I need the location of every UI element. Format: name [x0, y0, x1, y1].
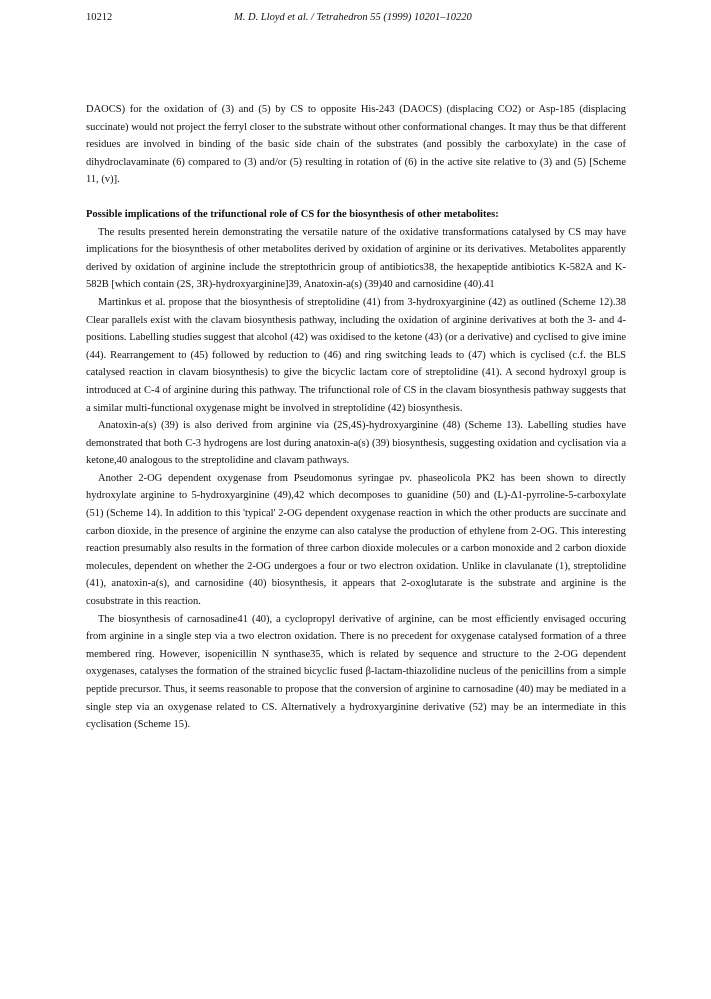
paragraph-versatile-nature: The results presented herein demonstrating the versatile nature of the oxidative transformations catalysed by CS may have implications for the biosynthesis of other metabolites derived by oxidation of arginine or its derivatives. Metabolites apparently derived by oxidation of arginine include the streptothricin group of antibiotics38, the hexapeptide antibiotics K-582A and K-582B [which contain (2S, 3R)-hydroxyarginine]39, Anatoxin-a(s) (39)40 and carnosidine (40).41	[86, 226, 626, 291]
article-body	[86, 101, 626, 734]
section-heading: Possible implications of the trifunctional role of CS for the biosynthesis of other metabolites:	[86, 208, 499, 220]
page-header	[86, 12, 626, 26]
page-number: 10212	[86, 12, 113, 23]
running-head: M. D. Lloyd et al. / Tetrahedron 55 (1999) 10201–10220	[234, 12, 472, 23]
paragraph-streptolidine: Martinkus et al. propose that the biosynthesis of streptolidine (41) from 3-hydroxyarginine (42) as outlined (Scheme 12).38 Clear parallels exist with the clavam biosynthesis pathway, including the oxidation of arginine derivatives at both the 3- and 4-positions. Labelling studies suggest that alcohol (42) was oxidised to the ketone (43) (or a derivative) and cyclised to give imine (44). Rearrangement to (45) followed by reduction to (46) and ring switching leads to (47) which is cyclised (c.f. the BLS catalysed reaction in clavam biosynthesis) to give the bicyclic lactam core of streptolidine (41). A second hydroxyl group is introduced at C-4 of arginine during this pathway. The trifunctional role of CS in the clavam biosynthesis pathway suggests that a similar multi-functional oxygenase might be involved in streptolidine (42) biosynthesis.	[86, 296, 626, 414]
paragraph-anatoxin: Anatoxin-a(s) (39) is also derived from arginine via (2S,4S)-hydroxyarginine (48) (Scheme 13). Labelling studies have demonstrated that both C-3 hydrogens are lost during anatoxin-a(s) (39) biosynthesis, suggesting oxidation and cyclisation via a ketone,40 analogous to the streptolidine and clavam pathways.	[86, 420, 626, 467]
paragraph-carnosadine: The biosynthesis of carnosadine41 (40), a cyclopropyl derivative of arginine, can be most efficiently envisaged occuring from arginine in a single step via a two electron oxidation. There is no precedent for oxygenase catalysed formation of a three membered ring. However, isopenicillin N synthase35, which is related by sequence and structure to the 2-OG dependent oxygenases, catalyses the formation of the strained bicyclic fused β-lactam-thiazolidine nucleus of the penicillins from a simple peptide precursor. Thus, it seems reasonable to propose that the conversion of arginine to carnosadine (40) may be mediated in a single step via an oxygenase related to CS. Alternatively a hydroxyarginine derivative (52) may be an intermediate in this cyclisation (Scheme 15).	[86, 613, 626, 731]
paragraph-pseudomonas-oxygenase: Another 2-OG dependent oxygenase from Pseudomonus syringae pv. phaseolicola PK2 has been shown to directly hydroxylate arginine to 5-hydroxyarginine (49),42 which decomposes to guanidine (50) and (L)-Δ1-pyrroline-5-carboxylate (51) (Scheme 14). In addition to this 'typical' 2-OG dependent oxygenase reaction in which the other products are succinate and carbon dioxide, in the presence of arginine the enzyme can also catalyse the production of ethylene from 2-OG. This interesting reaction presumably also results in the formation of three carbon dioxide molecules or a carbon monoxide and 2 carbon dioxide molecules, dependent on whether the 2-OG undergoes a four or two electron oxidation. Unlike in clavulanate (1), streptolidine (41), anatoxin-a(s), and carnosidine (40) biosynthesis, it appears that 2-oxoglutarate is the substrate and arginine is the cosubstrate in this reaction.	[86, 472, 626, 608]
paragraph-cs-oxidation: DAOCS) for the oxidation of (3) and (5) by CS to opposite His-243 (DAOCS) (displacing CO2) or Asp-185 (displacing succinate) would not project the ferryl closer to the substrate without other conformational changes. It may thus be that different residues are involved in binding of the basic side chain of the substrates (and possibly the carboxylate) in the case of dihydroclavaminate (6) compared to (3) and/or (5) resulting in rotation of (6) in the active site relative to (3) and (5) [Scheme 11, (v)].	[86, 104, 626, 186]
